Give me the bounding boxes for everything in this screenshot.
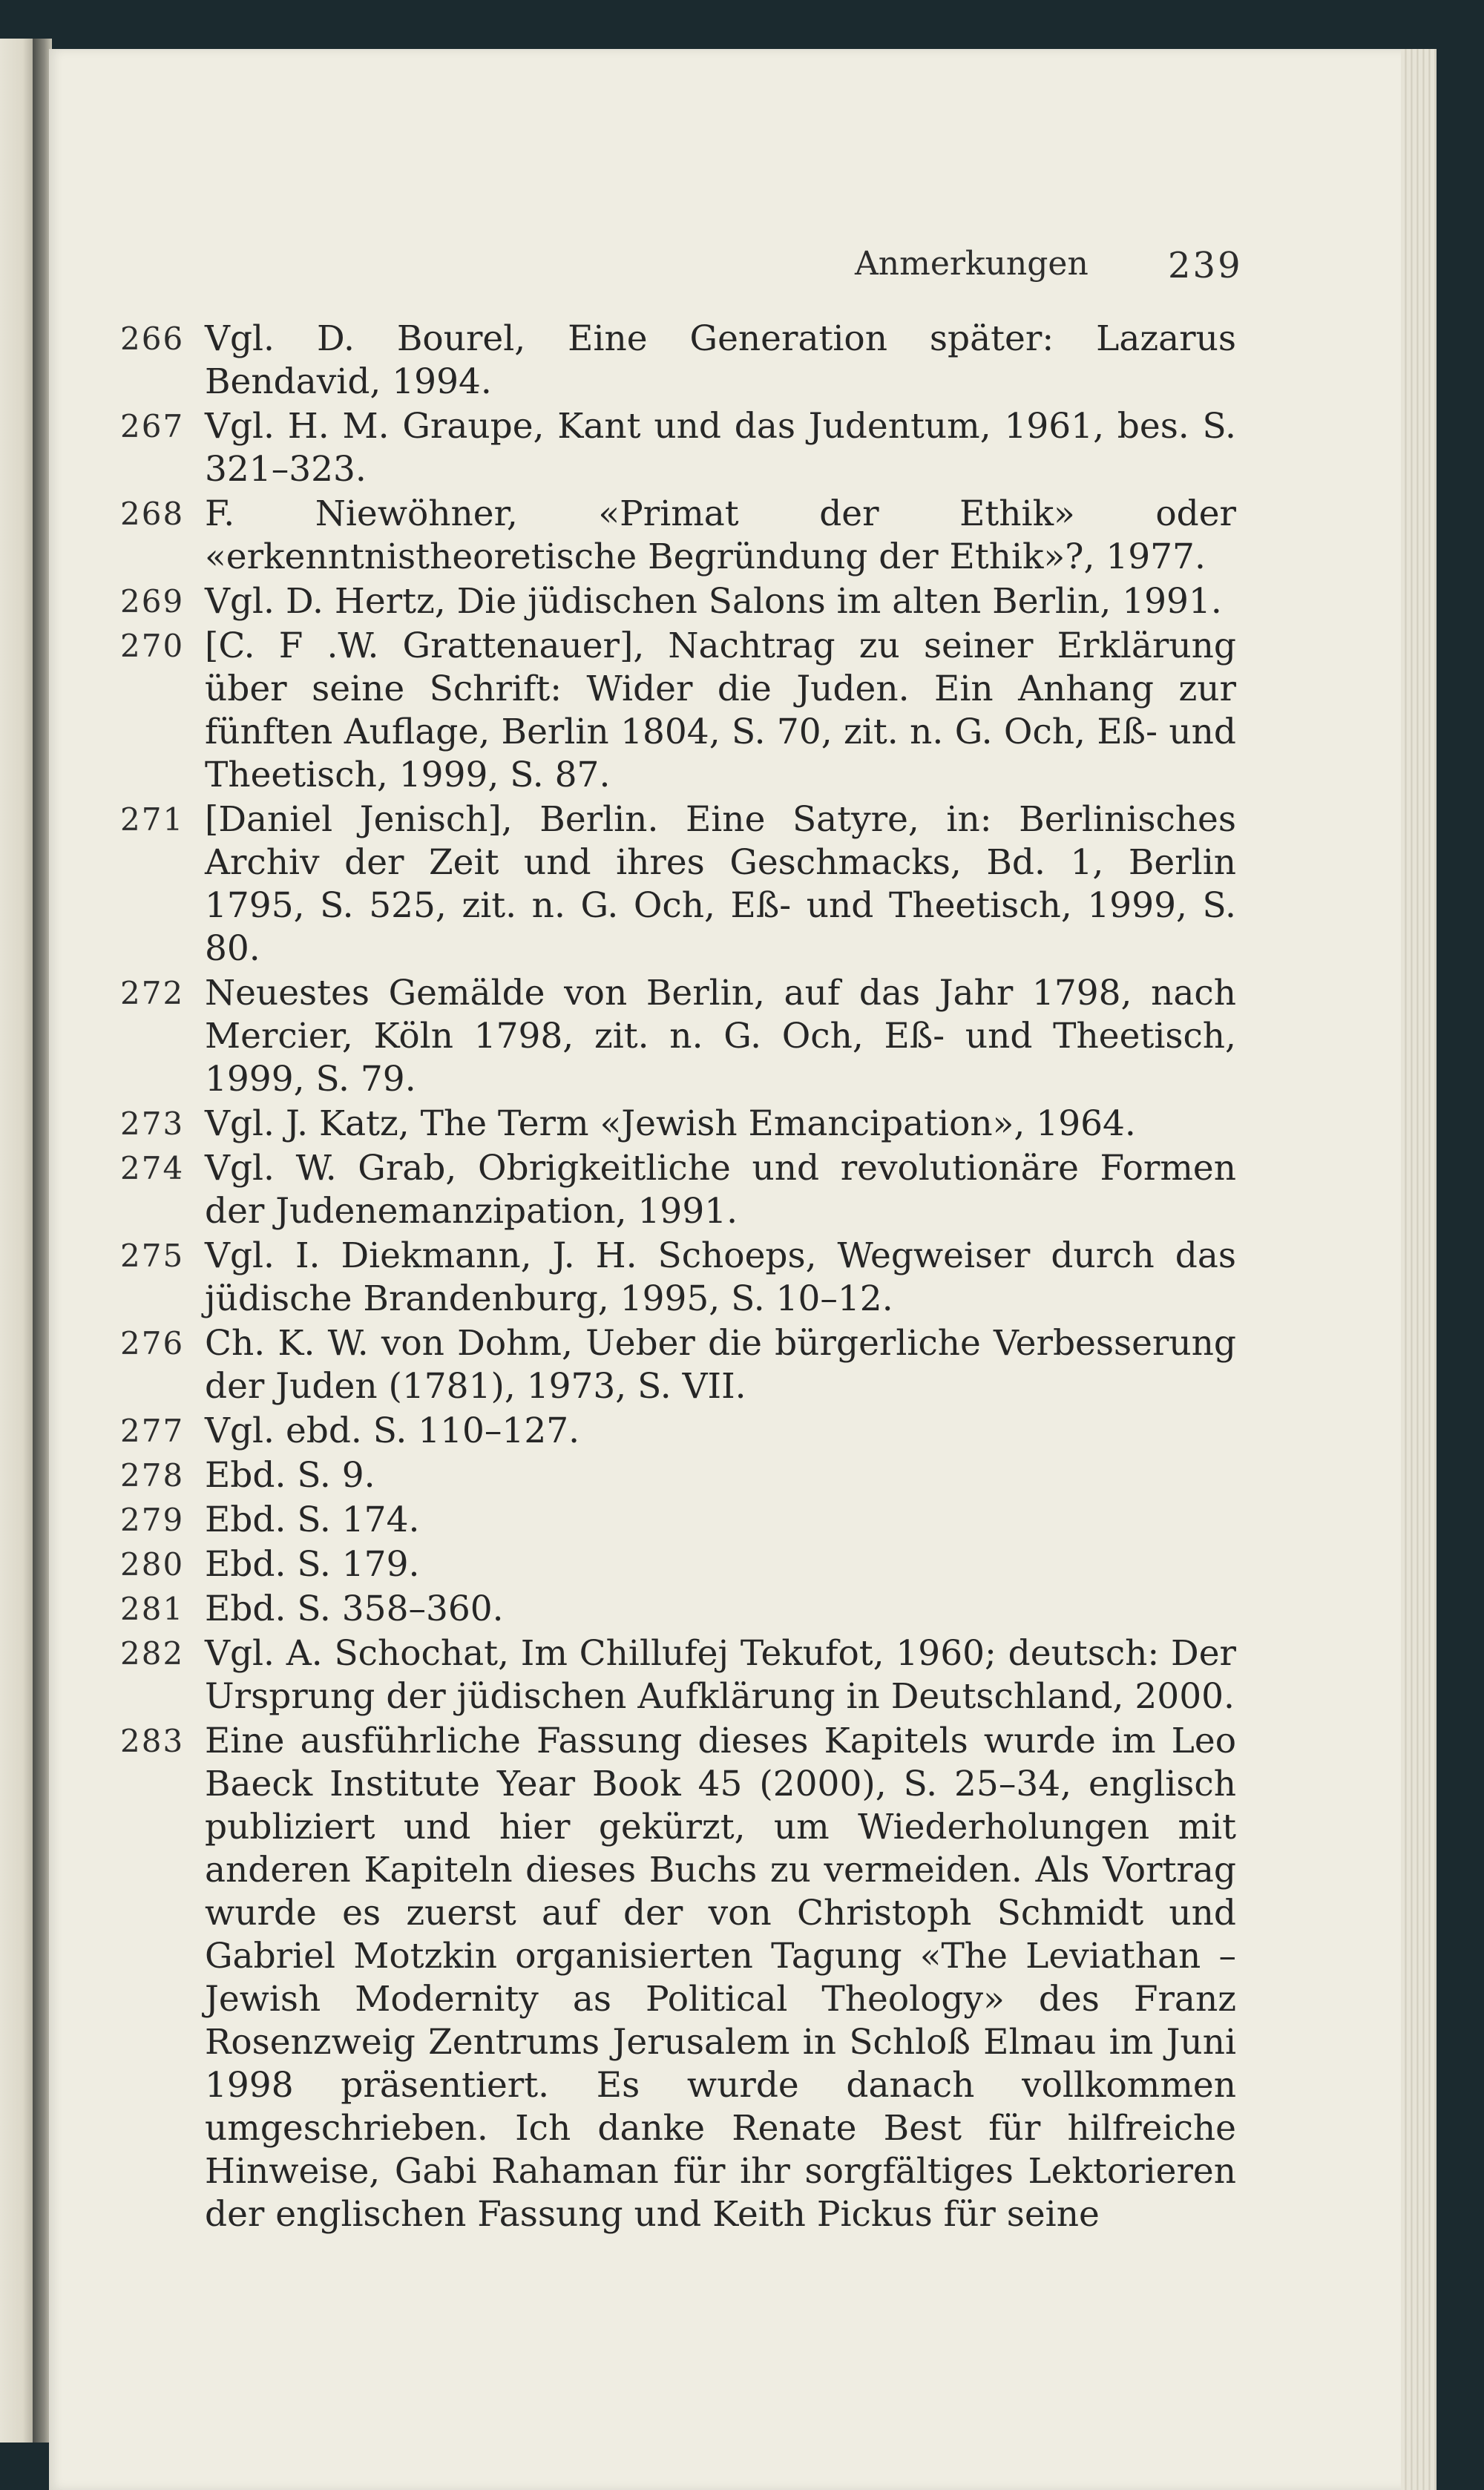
note-276 bbox=[49, 1322, 1236, 1408]
note-text: F. Niewöhner, «Primat der Ethik» oder «erkenntnistheoretische Begründung der Ethik»?, 1977. bbox=[205, 493, 1236, 577]
note-number: 281 bbox=[120, 1591, 185, 1627]
note-text: [Daniel Jenisch], Berlin. Eine Satyre, in: Berlinisches Archiv der Zeit und ihres Geschmacks, Bd. 1, Berlin 1795, S. 525, zit. n. G. Och, Eß- und Theetisch, 1999, S. 80. bbox=[205, 799, 1236, 969]
running-head: Anmerkungen bbox=[855, 245, 1089, 283]
note-number: 266 bbox=[120, 321, 185, 357]
note-text: Vgl. A. Schochat, Im Chillufej Tekufot, 1960; deutsch: Der Ursprung der jüdischen Aufklärung in Deutschland, 2000. bbox=[205, 1633, 1236, 1717]
note-number: 267 bbox=[120, 408, 185, 444]
note-267 bbox=[49, 405, 1236, 491]
note-text: [C. F .W. Grattenauer], Nachtrag zu seiner Erklärung über seine Schrift: Wider die Juden. Ein Anhang zur fünften Auflage, Berlin 1804, S. 70, zit. n. G. Och, Eß- und Theetisch, 1999, S. 87. bbox=[205, 625, 1236, 795]
note-text: Ch. K. W. von Dohm, Ueber die bürgerliche Verbesserung der Juden (1781), 1973, S. VII. bbox=[205, 1323, 1236, 1407]
note-text: Ebd. S. 174. bbox=[205, 1499, 420, 1540]
book-page bbox=[49, 49, 1437, 2490]
note-279 bbox=[49, 1499, 1236, 1542]
note-278 bbox=[49, 1454, 1236, 1497]
note-text: Vgl. H. M. Graupe, Kant und das Judentum, 1961, bes. S. 321–323. bbox=[205, 406, 1236, 490]
note-275 bbox=[49, 1235, 1236, 1321]
note-number: 276 bbox=[120, 1325, 185, 1361]
note-number: 271 bbox=[120, 801, 185, 838]
note-text: Ebd. S. 9. bbox=[205, 1455, 375, 1496]
note-266 bbox=[49, 318, 1236, 404]
note-number: 278 bbox=[120, 1457, 185, 1494]
note-number: 269 bbox=[120, 583, 185, 620]
note-text: Ebd. S. 179. bbox=[205, 1544, 420, 1585]
note-number: 275 bbox=[120, 1238, 185, 1274]
note-text: Vgl. W. Grab, Obrigkeitliche und revolutionäre Formen der Judenemanzipation, 1991. bbox=[205, 1148, 1236, 1232]
note-number: 277 bbox=[120, 1413, 185, 1449]
notes-list bbox=[49, 318, 1437, 2238]
page-number: 239 bbox=[1168, 245, 1243, 286]
note-277 bbox=[49, 1410, 1236, 1453]
note-280 bbox=[49, 1543, 1236, 1586]
note-number: 282 bbox=[120, 1635, 185, 1672]
note-text: Eine ausführliche Fassung dieses Kapitels wurde im Leo Baeck Institute Year Book 45 (2000), S. 25–34, englisch publiziert und hier gekürzt, um Wiederholungen mit anderen Kapiteln dieses Buchs zu vermeiden. Als Vortrag wurde es zuerst auf der von Christoph Schmidt und Gabriel Motzkin organisierten Tagung «The Leviathan – Jewish Modernity as Political Theology» des Franz Rosenzweig Zentrums Jerusalem in Schloß Elmau im Juni 1998 präsentiert. Es wurde danach vollkommen umgeschrieben. Ich danke Renate Best für hilfreiche Hinweise, Gabi Rahaman für ihr sorgfältiges Lektorieren der englischen Fassung und Keith Pickus für seine bbox=[205, 1721, 1236, 2235]
note-number: 279 bbox=[120, 1502, 185, 1538]
note-text: Vgl. J. Katz, The Term «Jewish Emancipation», 1964. bbox=[205, 1103, 1136, 1144]
note-274 bbox=[49, 1147, 1236, 1233]
note-number: 273 bbox=[120, 1106, 185, 1142]
note-text: Vgl. D. Hertz, Die jüdischen Salons im alten Berlin, 1991. bbox=[205, 581, 1222, 622]
note-270 bbox=[49, 625, 1236, 797]
note-number: 280 bbox=[120, 1546, 185, 1583]
note-number: 270 bbox=[120, 628, 185, 664]
note-text: Vgl. ebd. S. 110–127. bbox=[205, 1410, 580, 1451]
note-268 bbox=[49, 493, 1236, 579]
note-text: Vgl. D. Bourel, Eine Generation später: Lazarus Bendavid, 1994. bbox=[205, 318, 1236, 402]
note-text: Ebd. S. 358–360. bbox=[205, 1589, 504, 1629]
note-271 bbox=[49, 798, 1236, 970]
note-text: Vgl. I. Diekmann, J. H. Schoeps, Wegweiser durch das jüdische Brandenburg, 1995, S. 10–12. bbox=[205, 1235, 1236, 1319]
note-number: 272 bbox=[120, 975, 185, 1011]
note-number: 274 bbox=[120, 1150, 185, 1186]
note-273 bbox=[49, 1103, 1236, 1146]
note-272 bbox=[49, 972, 1236, 1101]
note-282 bbox=[49, 1632, 1236, 1718]
note-281 bbox=[49, 1588, 1236, 1631]
note-283 bbox=[49, 1720, 1236, 2236]
note-number: 268 bbox=[120, 496, 185, 532]
note-text: Neuestes Gemälde von Berlin, auf das Jahr 1798, nach Mercier, Köln 1798, zit. n. G. Och, Eß- und Theetisch, 1999, S. 79. bbox=[205, 973, 1236, 1100]
note-269 bbox=[49, 580, 1236, 623]
note-number: 283 bbox=[120, 1723, 185, 1759]
previous-page-edge bbox=[0, 39, 33, 2443]
